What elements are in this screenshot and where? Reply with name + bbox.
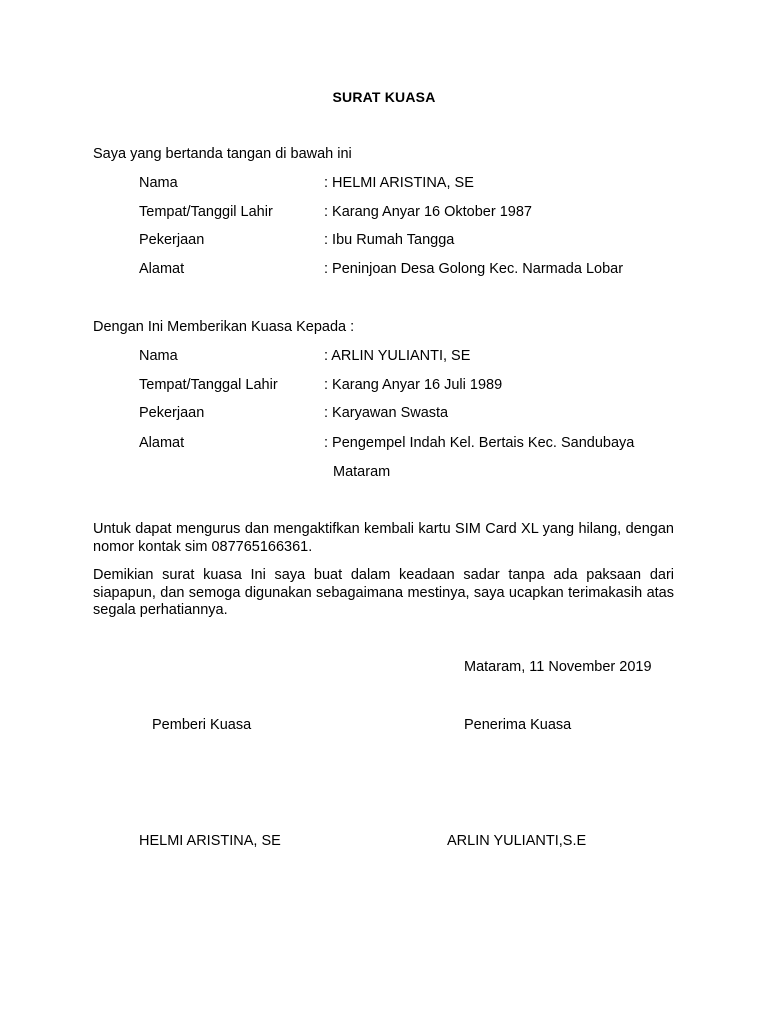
grantor-role: Pemberi Kuasa [152, 717, 252, 733]
grantee-signature-name: ARLIN YULIANTI,S.E [447, 833, 587, 849]
field-label: Tempat/Tanggil Lahir [139, 204, 273, 220]
grantee-intro-text: Dengan Ini Memberikan Kuasa Kepada : [93, 319, 355, 335]
field-value: : Ibu Rumah Tangga [324, 232, 455, 248]
field-value: : Karang Anyar 16 Juli 1989 [324, 377, 503, 393]
field-label: Pekerjaan [139, 405, 205, 421]
field-value: : ARLIN YULIANTI, SE [324, 348, 471, 364]
field-value: : Karyawan Swasta [324, 405, 449, 421]
field-value: : Karang Anyar 16 Oktober 1987 [324, 204, 532, 220]
field-value: : HELMI ARISTINA, SE [324, 175, 474, 191]
purpose-paragraph: Untuk dapat mengurus dan mengaktifkan kembali kartu SIM Card XL yang hilang, dengan nomor kontak sim 087765166361. [93, 521, 674, 555]
field-value: : Peninjoan Desa Golong Kec. Narmada Lobar [324, 261, 624, 277]
field-label: Pekerjaan [139, 232, 205, 248]
grantee-role: Penerima Kuasa [464, 717, 572, 733]
place-date: Mataram, 11 November 2019 [464, 659, 652, 675]
field-label: Alamat [139, 261, 185, 277]
grantee-address-continuation: Mataram [333, 464, 391, 480]
intro-text: Saya yang bertanda tangan di bawah ini [93, 146, 352, 162]
field-label: Tempat/Tanggal Lahir [139, 377, 278, 393]
field-label: Nama [139, 348, 178, 364]
field-value: : Pengempel Indah Kel. Bertais Kec. Sandubaya [324, 435, 635, 451]
field-label: Alamat [139, 435, 185, 451]
closing-paragraph: Demikian surat kuasa Ini saya buat dalam keadaan sadar tanpa ada paksaan dari siapapun, dan semoga digunakan sebagaimana mestinya, saya ucapkan terimakasih atas segala perhatiannya. [93, 567, 674, 618]
grantor-signature-name: HELMI ARISTINA, SE [139, 833, 281, 849]
document-title: SURAT KUASA [332, 89, 436, 105]
field-label: Nama [139, 175, 178, 191]
